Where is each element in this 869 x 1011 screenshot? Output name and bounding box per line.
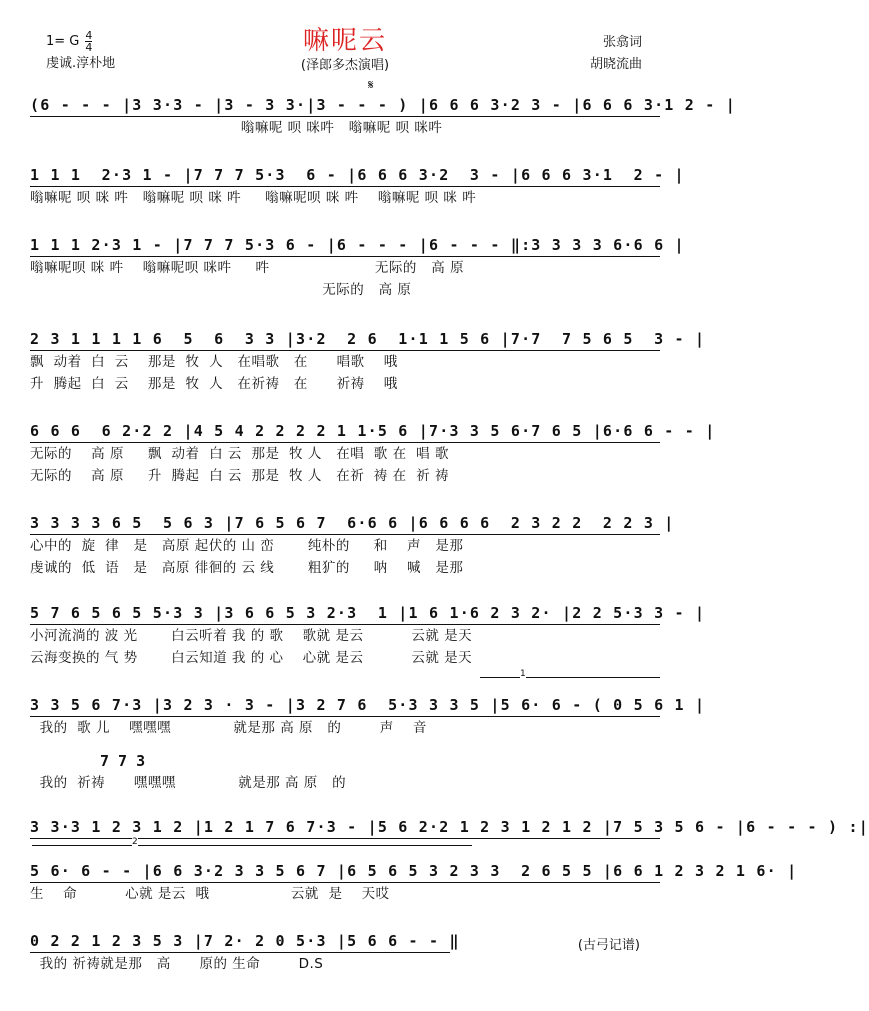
system-9 bbox=[30, 818, 869, 839]
notation-line: 3 3 5 6 7·3 |3 2 3 · 3 - |3 2 7 6 5·3 3 3 5 |5 6· 6 - ( 0 5 6 1 | bbox=[30, 696, 660, 717]
notation-line: 0 2 2 1 2 3 5 3 |7 2· 2 0 5·3 |5 6 6 - - ‖ bbox=[30, 932, 450, 953]
volta-1-label: 1 bbox=[520, 669, 526, 679]
notation-line: 6 6 6 6 2·2 2 |4 5 4 2 2 2 2 1 1·5 6 |7·3 3 5 6·7 6 5 |6·6 6 - - | bbox=[30, 422, 660, 443]
notation-line: 2 3 1 1 1 1 6 5 6 3 3 |3·2 2 6 1·1 1 5 6 |7·7 7 5 6 5 3 - | bbox=[30, 330, 660, 351]
lyric-line: 云海变换的 气 势 白云知道 我 的 心 心就 是云 云就 是天 bbox=[30, 650, 473, 666]
lyric-line: 小河流淌的 波 光 白云听着 我 的 歌 歌就 是云 云就 是天 bbox=[30, 628, 473, 644]
lyric-line: 无际的 高 原 bbox=[30, 282, 412, 298]
system-8b bbox=[30, 772, 660, 794]
system-5 bbox=[30, 422, 716, 487]
notation-line: 5 7 6 5 6 5 5·3 3 |3 6 6 5 3 2·3 1 |1 6 1·6 2 3 2· |2 2 5·3 3 - | bbox=[30, 604, 660, 625]
volta-1-bracket bbox=[480, 669, 660, 679]
system-10 bbox=[30, 862, 798, 905]
system-4 bbox=[30, 330, 706, 395]
system-2 bbox=[30, 166, 685, 209]
lyric-line: 我的 祈祷 嘿嘿嘿 就是那 高 原 的 bbox=[30, 775, 347, 791]
lyric-line: 无际的 高 原 飘 动着 白 云 那是 牧 人 在唱 歌 在 唱 歌 bbox=[30, 446, 449, 462]
system-3 bbox=[30, 236, 685, 301]
system-6 bbox=[30, 514, 675, 579]
composer: 胡晓流曲 bbox=[589, 57, 642, 72]
lyric-line: 无际的 高 原 升 腾起 白 云 那是 牧 人 在祈 祷 在 祈 祷 bbox=[30, 468, 449, 484]
song-title: 嘛呢云 bbox=[302, 26, 387, 56]
volta-2-label: 2 bbox=[132, 837, 138, 847]
notation-line: 3 3 3 3 6 5 5 6 3 |7 6 5 6 7 6·6 6 |6 6 6 6 2 3 2 2 2 2 3 | bbox=[30, 514, 660, 535]
key-label: 1= G bbox=[46, 33, 80, 49]
transcriber-credit: (古弓记谱) bbox=[577, 938, 640, 953]
lyric-line: 我的 歌 儿 嘿嘿嘿 就是那 高 原 的 声 音 bbox=[30, 720, 427, 736]
system-8 bbox=[30, 696, 706, 739]
time-top: 4 bbox=[85, 29, 93, 42]
lyric-line: 虔诚的 低 语 是 高原 徘徊的 云 线 粗犷的 呐 喊 是那 bbox=[30, 560, 464, 576]
lyric-line: 我的 祈祷就是那 高 原的 生命 D.S bbox=[30, 956, 324, 972]
system-11 bbox=[30, 932, 660, 975]
lyric-line: 嗡嘛呢 呗 咪吽 嗡嘛呢 呗 咪吽 bbox=[30, 120, 443, 136]
notation-line: 3 3·3 1 2 3 1 2 |1 2 1 7 6 7·3 - |5 6 2·2 1 2 3 1 2 1 2 |7 5 3 5 6 - |6 - - - ) :| bbox=[30, 818, 660, 839]
performer: (泽郎多杰演唱) bbox=[300, 58, 390, 73]
notation-line: 1 1 1 2·3 1 - |7 7 7 5·3 6 - |6 - - - |6 - - - ‖:3 3 3 3 6·6 6 | bbox=[30, 236, 660, 257]
system-1 bbox=[30, 96, 736, 139]
lyric-line: 飘 动着 白 云 那是 牧 人 在唱歌 在 唱歌 哦 bbox=[30, 354, 398, 370]
lyric-line: 升 腾起 白 云 那是 牧 人 在祈祷 在 祈祷 哦 bbox=[30, 376, 398, 392]
tempo-mood: 虔诚.淳朴地 bbox=[46, 56, 116, 71]
notation-line: (6 - - - |3 3·3 - |3 - 3 3·|3 - - - ) |6 6 6 3·2 3 - |6 6 6 3·1 2 - | bbox=[30, 96, 660, 117]
score-header-right bbox=[590, 32, 642, 76]
notation-line: 5 6· 6 - - |6 6 3·2 3 3 5 6 7 |6 5 6 5 3 2 3 3 2 6 5 5 |6 6 1 2 3 2 1 6· | bbox=[30, 862, 660, 883]
lyric-line: 嗡嘛呢呗 咪 吽 嗡嘛呢呗 咪吽 吽 无际的 高 原 bbox=[30, 260, 465, 276]
lyric-line: 嗡嘛呢 呗 咪 吽 嗡嘛呢 呗 咪 吽 嗡嘛呢呗 咪 吽 嗡嘛呢 呗 咪 吽 bbox=[30, 190, 477, 206]
system-7 bbox=[30, 604, 706, 669]
lyric-line: 心中的 旋 律 是 高原 起伏的 山 峦 纯朴的 和 声 是那 bbox=[30, 538, 464, 554]
time-bottom: 4 bbox=[85, 41, 93, 54]
alternate-notes: 7 7 3 bbox=[100, 752, 146, 770]
volta-2-bracket bbox=[32, 837, 472, 847]
segno-icon: 𝄋 bbox=[368, 78, 374, 93]
lyric-line: 生 命 心就 是云 哦 云就 是 天哎 bbox=[30, 886, 390, 902]
notation-line: 1 1 1 2·3 1 - |7 7 7 5·3 6 - |6 6 6 3·2 3 - |6 6 6 3·1 2 - | bbox=[30, 166, 660, 187]
lyricist: 张翕词 bbox=[602, 35, 642, 50]
